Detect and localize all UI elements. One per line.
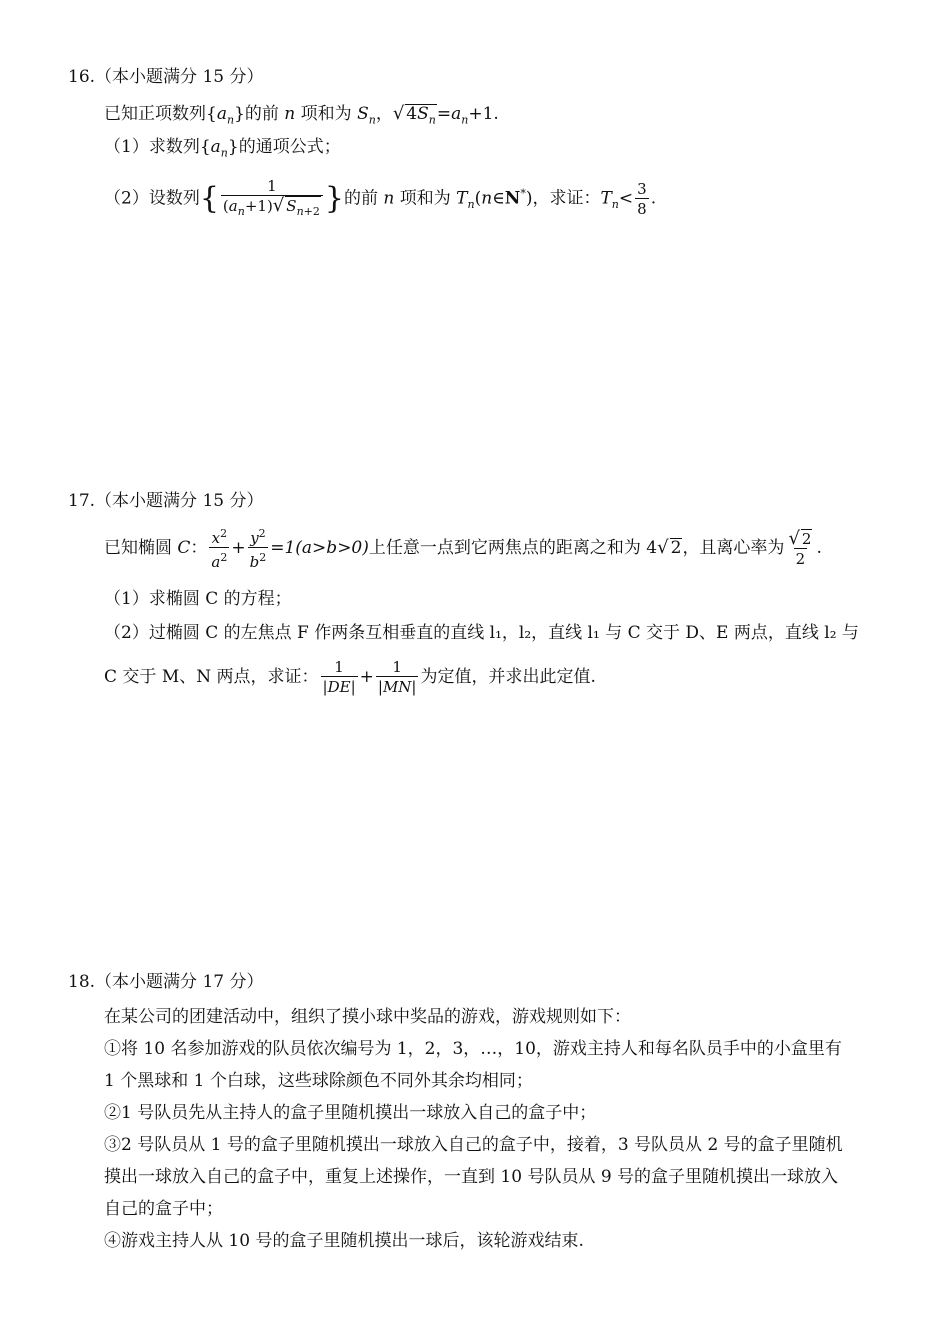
p16-question-1: （1）求数列$\{a_n\}$的通项公式；: [104, 137, 341, 160]
p17-question-1: （1）求椭圆 C 的方程；: [104, 589, 292, 609]
p18-line: 摸出一球放入自己的盒子中，重复上述操作，一直到 10 号队员从 9 号的盒子里随机摸出一球放入: [104, 1167, 839, 1187]
p18-line: 1 个黑球和 1 个白球，这些球除颜色不同外其余均相同；: [104, 1071, 533, 1091]
p16-question-2: （2）设数列{ $\frac{1}{(a_n+1)√ S_{n+2}}$ }的前 n 项和为 $T_n(n\in N^*)$，求证：$T_n<$ $\frac{3}{8}$ .: [104, 172, 656, 227]
p17-stem: 已知椭圆 C： $\frac{x^2}{a^2}$ + $\frac{y^2}{b^2}$ =1(a>b>0)上任意一点到它两焦点的距离之和为 4√ 2，且离心率为 $\frac{√ 2}{2}$ .: [104, 527, 822, 571]
p18-line: ②1 号队员先从主持人的盒子里随机摸出一球放入自己的盒子中；: [104, 1103, 597, 1123]
p17-question-2b: C 交于 M、N 两点，求证： $\frac{1}{|DE|}$ + $\frac{1}{|MN|}$ 为定值，并求出此定值.: [104, 658, 596, 696]
p17-question-2a: （2）过椭圆 C 的左焦点 F 作两条互相垂直的直线 l₁，l₂，直线 l₁ 与 C 交于 D、E 两点，直线 l₂ 与: [104, 623, 859, 643]
p16-stem: 已知正项数列$\{a_n\}$的前 n 项和为 $S_n$，√ $4S_n=a_n+1$.: [104, 103, 499, 131]
p18-header: 18.（本小题满分 17 分）: [68, 972, 264, 992]
p16-header: 16.（本小题满分 15 分）: [68, 67, 264, 87]
p18-line: ④游戏主持人从 10 号的盒子里随机摸出一球后，该轮游戏结束.: [104, 1231, 584, 1251]
p18-line: 自己的盒子中；: [104, 1199, 223, 1219]
p17-header: 17.（本小题满分 15 分）: [68, 491, 264, 511]
p18-line: ③2 号队员从 1 号的盒子里随机摸出一球放入自己的盒子中，接着，3 号队员从 2 号的盒子里随机: [104, 1135, 843, 1155]
p18-line: 在某公司的团建活动中，组织了摸小球中奖品的游戏，游戏规则如下：: [104, 1007, 631, 1027]
p18-line: ①将 10 名参加游戏的队员依次编号为 1，2，3，…，10，游戏主持人和每名队员手中的小盒里有: [104, 1039, 842, 1059]
